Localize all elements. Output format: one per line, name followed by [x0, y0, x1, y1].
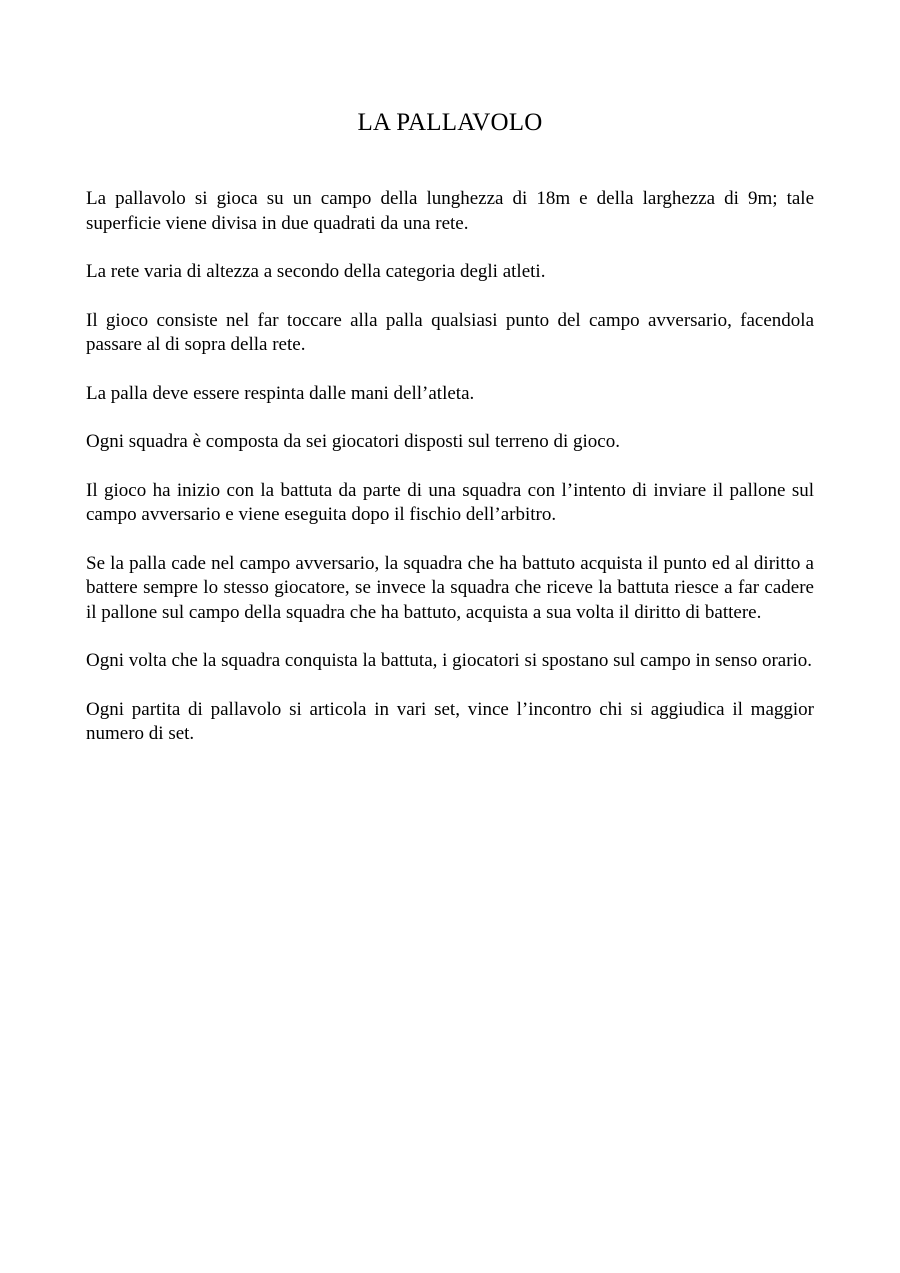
- paragraph-field-dimensions: La pallavolo si gioca su un campo della lunghezza di 18m e della larghezza di 9m; tale superficie viene divisa in due quadrati da una rete.: [86, 188, 814, 234]
- paragraph-scoring: Se la palla cade nel campo avversario, la squadra che ha battuto acquista il punto ed al diritto a battere sempre lo stesso giocatore, se invece la squadra che riceve la battuta riesce a far cadere il pallone sul campo della squadra che ha battuto, acquista a sua volta il diritto di battere.: [86, 552, 814, 623]
- document-body: [86, 187, 814, 771]
- paragraph-sets: Ogni partita di pallavolo si articola in vari set, vince l’incontro chi si aggiudica il maggior numero di set.: [86, 698, 814, 744]
- document-title: LA PALLAVOLO: [357, 109, 543, 136]
- paragraph-rotation: Ogni volta che la squadra conquista la battuta, i giocatori si spostano sul campo in senso orario.: [86, 650, 813, 671]
- paragraph-ball-contact: La palla deve essere respinta dalle mani dell’atleta.: [86, 382, 475, 404]
- paragraph-game-objective: Il gioco consiste nel far toccare alla palla qualsiasi punto del campo avversario, facendola passare al di sopra della rete.: [86, 309, 814, 355]
- paragraph-net-height: La rete varia di altezza a secondo della categoria degli atleti.: [86, 261, 546, 282]
- paragraph-team-composition: Ogni squadra è composta da sei giocatori disposti sul terreno di gioco.: [86, 431, 620, 452]
- paragraph-serve-start: Il gioco ha inizio con la battuta da parte di una squadra con l’intento di inviare il pallone sul campo avversario e viene eseguita dopo il fischio dell’arbitro.: [86, 479, 814, 525]
